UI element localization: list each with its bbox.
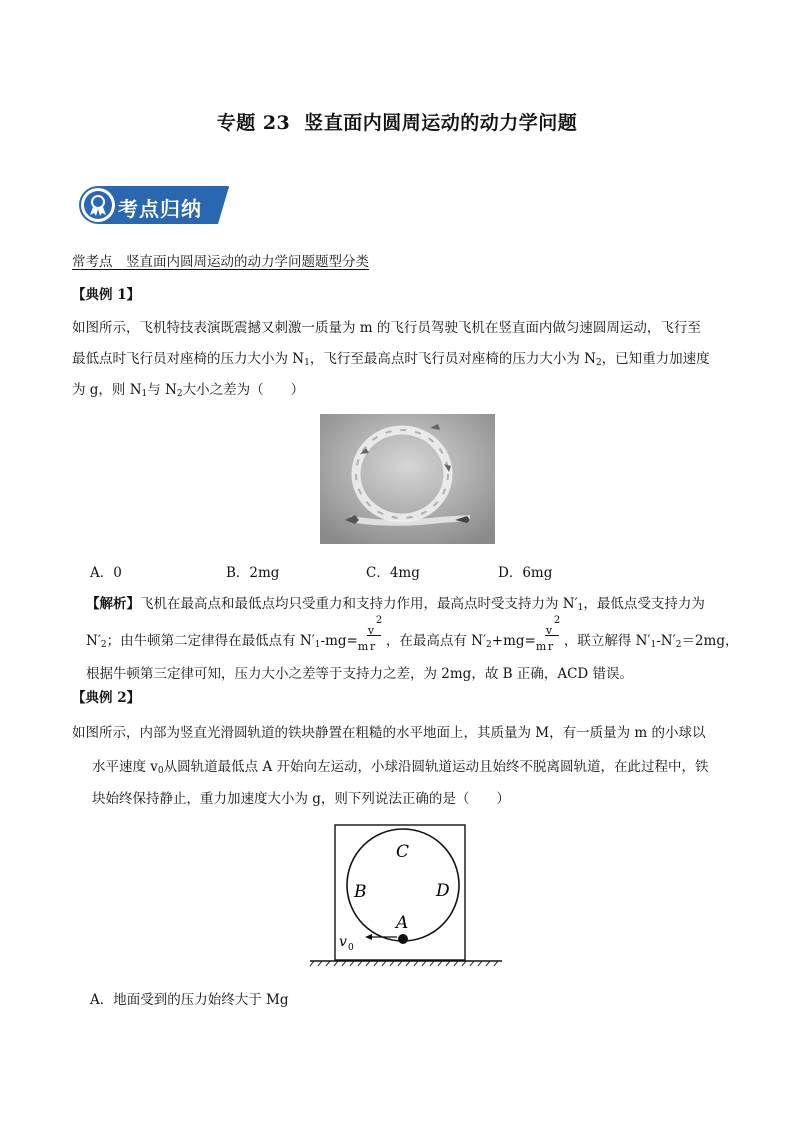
option-c: C．4mg [366,565,420,581]
example1-line1: 如图所示，飞机特技表演既震撼又刺激一质量为 m 的飞行员驾驶飞机在竖直面内做匀速圆周运动，飞行至 [72,320,701,336]
analysis-line2: $N'_2$；由牛顿第二定律得在最低点有 $N'_1-mg=$ m v 2 r ，在最高点有 $N'_2+mg=$ m v 2 r ，联立解得 $N'_1-N'_2=2mg$， [86,615,739,653]
section-heading: 常考点 竖直面内圆周运动的动力学问题题型分类 [72,254,369,270]
example1-label: 【典例 1】 [72,287,141,303]
label-b: B [354,882,367,902]
label-v-sub: 0 [348,943,354,953]
ball [398,934,408,944]
fraction-mv2-r: m v 2 r [357,615,383,653]
banner-label: 考点归纳 [118,197,202,221]
example2-line1: 如图所示，内部为竖直光滑圆轨道的铁块静置在粗糙的水平地面上，其质量为 M，有一质量为 m 的小球以 [72,725,706,741]
airplane-loop-photo [320,414,495,544]
ground-hatch [310,961,498,966]
title-number: 专题 23 [216,112,291,134]
example2-option-a: A．地面受到的压力始终大于 Mg [90,992,289,1008]
label-v: v [339,934,347,950]
analysis-line3: 根据牛顿第三定律可知，压力大小之差等于支持力之差，为 2mg，故 B 正确，ACD 错误。 [86,666,634,682]
title-text: 竖直面内圆周运动的动力学问题 [304,112,578,134]
circular-track-diagram [305,815,505,970]
option-a: A．0 [90,565,122,581]
page-title [0,108,794,135]
velocity-arrowhead [365,934,372,940]
label-a: A [396,913,409,933]
fraction-mv2-r: m v 2 r [535,615,561,653]
label-c: C [396,842,410,862]
example2-label: 【典例 2】 [72,690,141,706]
option-d: D．6mg [498,565,553,581]
example1-line3: 为 g，则 $N_1$与 $N_2$大小之差为（ ） [72,382,305,399]
analysis-line1: 【解析】飞机在最高点和最低点均只受重力和支持力作用，最高点时受支持力为 $N'_1$，最低点受支持力为 [86,596,705,613]
option-b: B．2mg [226,565,280,581]
example2-line2: 水平速度 $v_0$从圆轨道最低点 A 开始向左运动，小球沿圆轨道运动且始终不脱离圆轨道，在此过程中，铁 [92,759,709,776]
example2-line3: 块始终保持静止，重力加速度大小为 g，则下列说法正确的是（ ） [92,791,510,807]
example1-line2: 最低点时飞行员对座椅的压力大小为 $N_1$，飞行至最高点时飞行员对座椅的压力大小为 $N_2$，已知重力加速度 [72,351,710,368]
label-d: D [436,881,450,901]
